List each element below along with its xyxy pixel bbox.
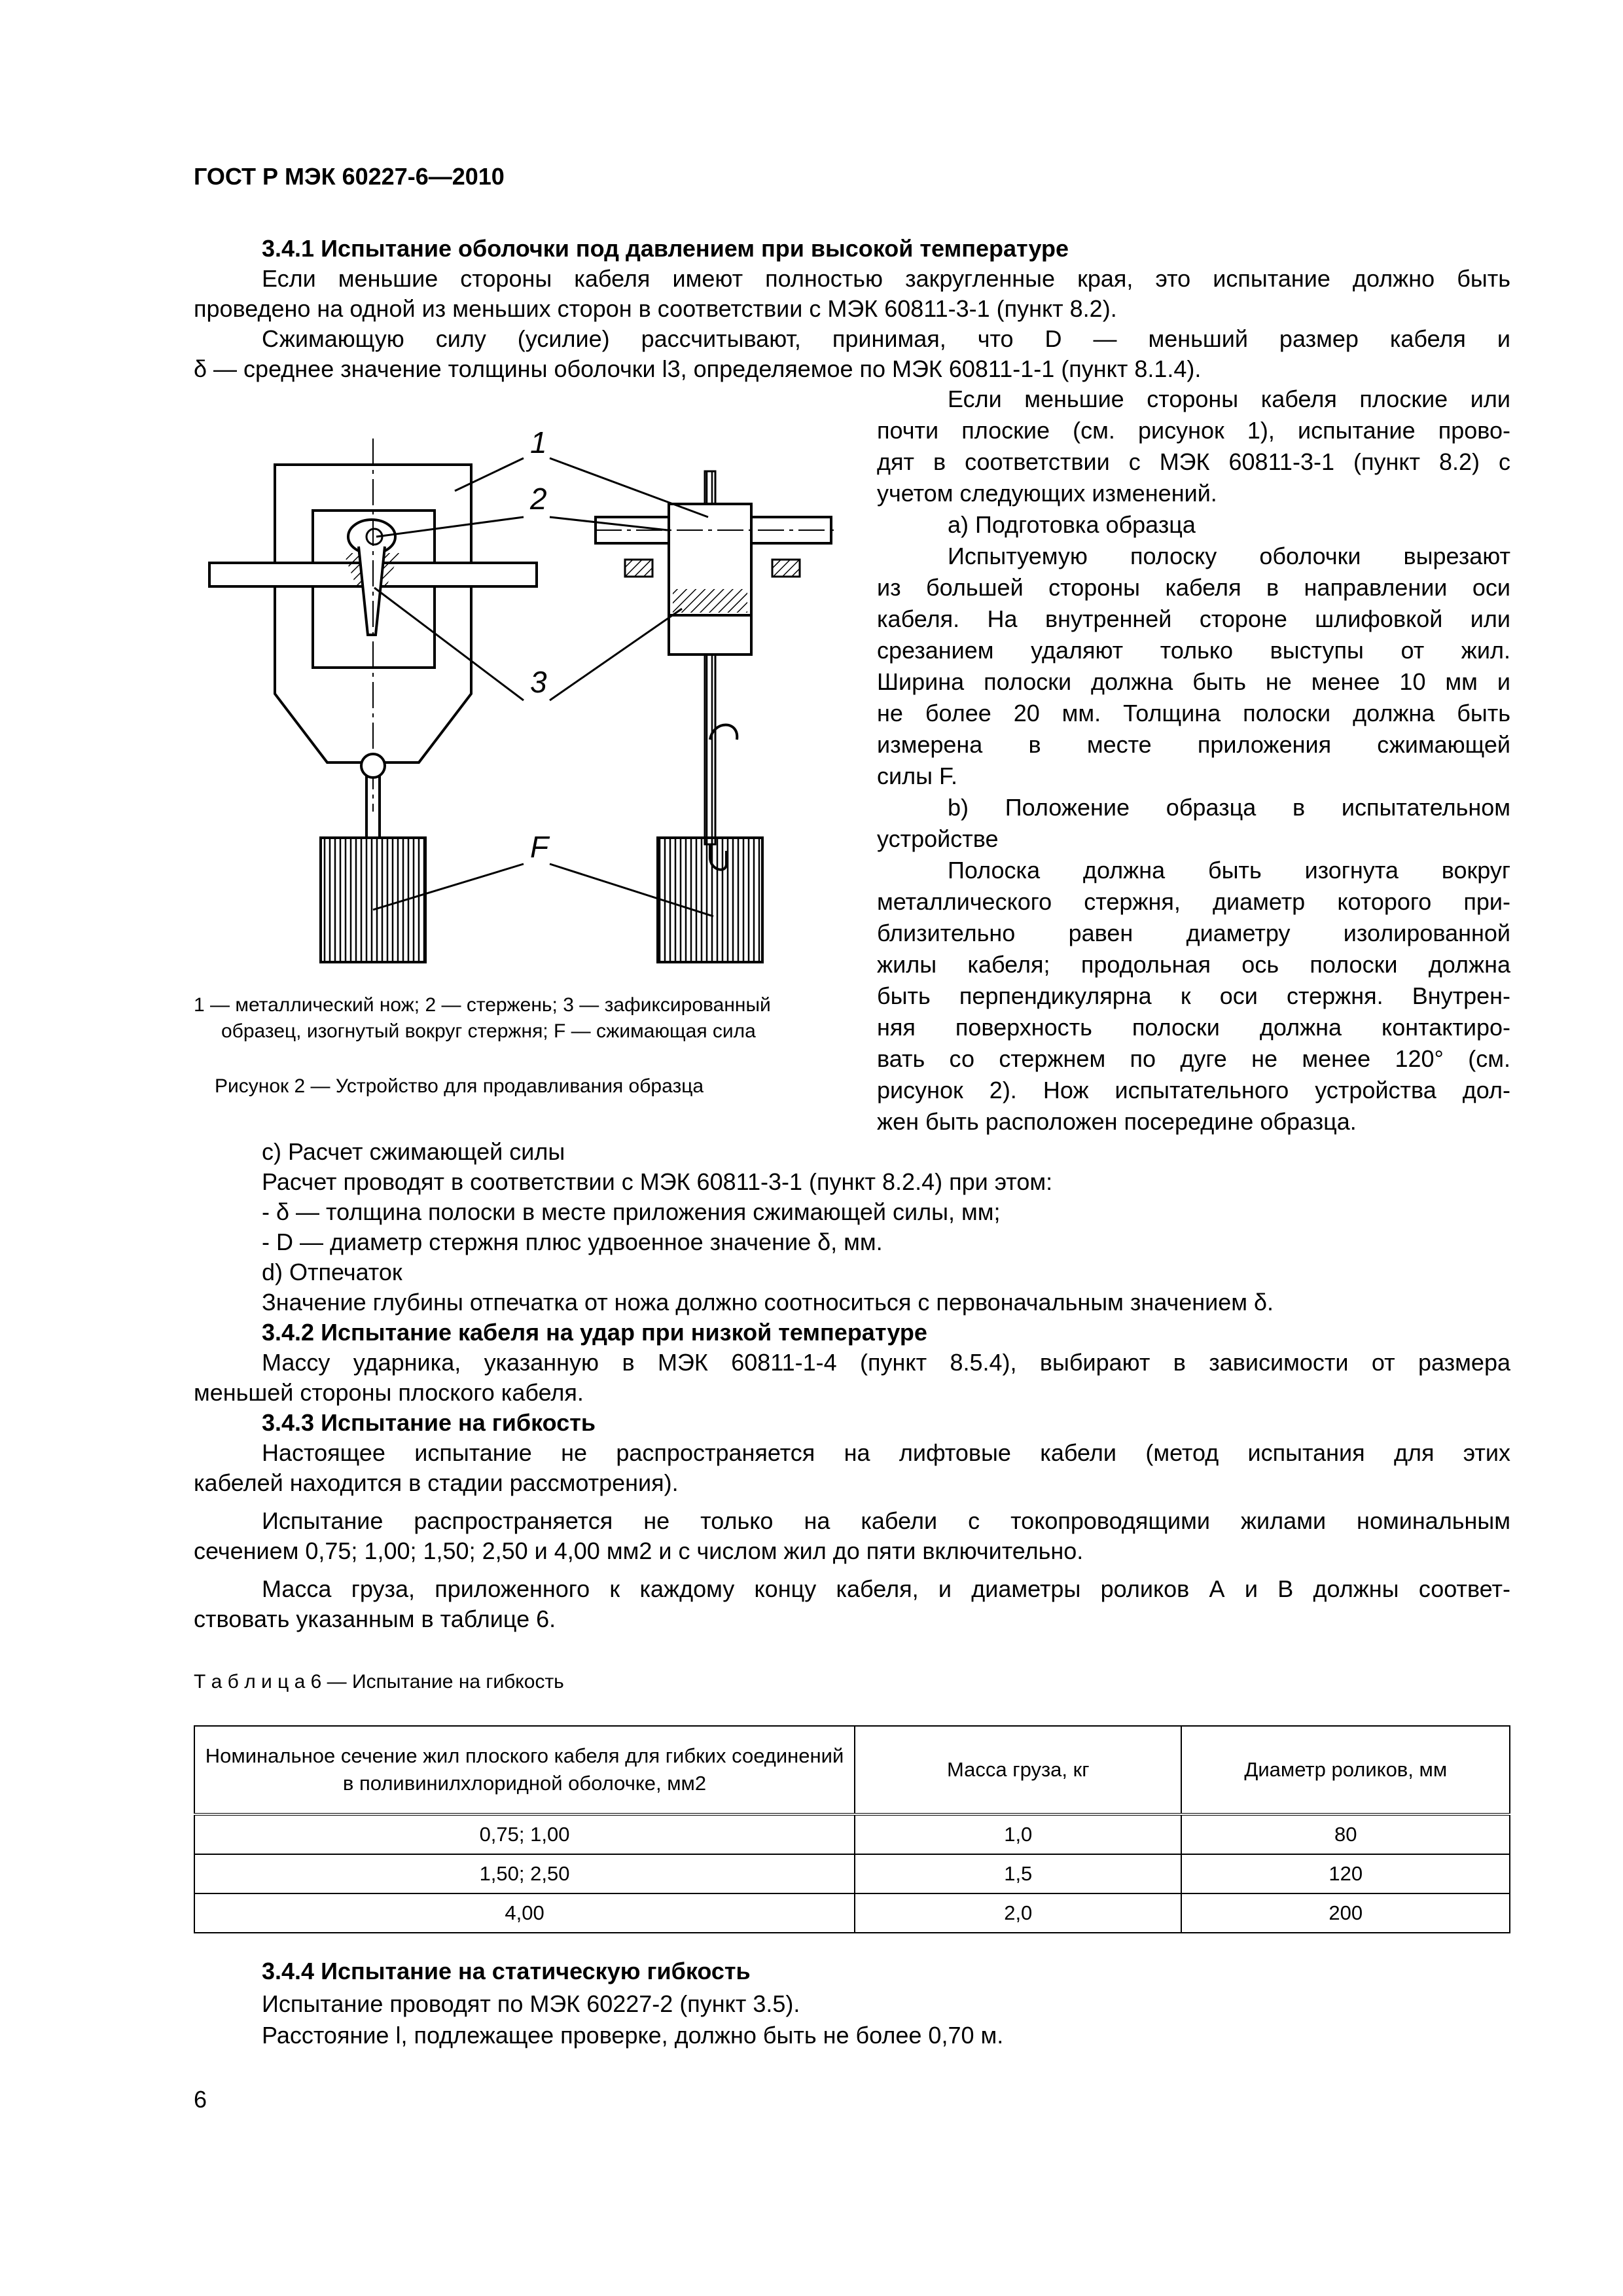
figure-legend-line1: 1 — металлический нож; 2 — стержень; 3 — зафиксированный (194, 994, 771, 1016)
table-cell: 1,0 (855, 1814, 1181, 1854)
table-header-cell: Номинальное сечение жил плоского кабеля для гибких соединений в поливинилхлоридной оболочке, мм2 (194, 1726, 855, 1814)
document-header: ГОСТ Р МЭК 60227-6—2010 (194, 163, 505, 190)
sec343-p2-line2: сечением 0,75; 1,00; 1,50; 2,50 и 4,00 мм2 и с числом жил до пяти включительно. (194, 1537, 1084, 1564)
figure-caption: Рисунок 2 — Устройство для продавливания образца (215, 1075, 704, 1097)
sec343-p1-line1: Настоящее испытание не распространяется на лифтовые кабели (метод испытания для этих (262, 1439, 1510, 1466)
rc-line: рисунок 2). Нож испытательного устройства дол- (877, 1077, 1510, 1103)
sec343-p1-line2: кабелей находится в стадии рассмотрения). (194, 1469, 679, 1496)
rc-line: дят в соответствии с МЭК 60811-3-1 (пункт 8.2) с (877, 448, 1510, 475)
calc-d-title: d) Отпечаток (262, 1259, 402, 1285)
rc-line: измерена в месте приложения сжимающей (877, 731, 1510, 758)
table-cell: 80 (1181, 1814, 1510, 1854)
table-cell: 2,0 (855, 1893, 1181, 1933)
weight-left (321, 838, 425, 962)
sec344-line2: Расстояние l, подлежащее проверке, должно быть не более 0,70 м. (262, 2022, 1004, 2049)
rc-line: жен быть расположен посередине образца. (877, 1108, 1357, 1135)
rc-line: Ширина полоски должна быть не менее 10 мм и (877, 668, 1510, 695)
calc-c-item2: - D — диаметр стержня плюс удвоенное значение δ, мм. (262, 1229, 883, 1255)
rc-line: учетом следующих изменений. (877, 480, 1217, 507)
fig-label-2: 2 (530, 482, 547, 516)
rc-line: Если меньшие стороны кабеля плоские или (948, 386, 1510, 412)
table-cell: 1,5 (855, 1854, 1181, 1893)
figure-2-drawing (196, 412, 864, 988)
sec342-line2: меньшей стороны плоского кабеля. (194, 1379, 584, 1406)
table-6 (194, 1725, 1510, 1933)
rc-line: из большей стороны кабеля в направлении оси (877, 574, 1510, 601)
section-343-title: 3.4.3 Испытание на гибкость (262, 1409, 596, 1436)
calc-d-text: Значение глубины отпечатка от ножа должно соотноситься с первоначальным значением δ. (262, 1289, 1274, 1316)
table-cell: 0,75; 1,00 (194, 1814, 855, 1854)
calc-c-item1: - δ — толщина полоски в месте приложения сжимающей силы, мм; (262, 1198, 1001, 1225)
section-344-title: 3.4.4 Испытание на статическую гибкость (262, 1958, 751, 1984)
fig-label-F: F (530, 830, 549, 864)
table-header-cell: Диаметр роликов, мм (1181, 1726, 1510, 1814)
rc-line: кабеля. На внутренней стороне шлифовкой или (877, 605, 1510, 632)
sec341-p2-line1: Сжимающую силу (усилие) рассчитывают, принимая, что D — меньший размер кабеля и (262, 325, 1510, 352)
rc-line: срезанием удаляют только выступы от жил. (877, 637, 1510, 664)
rc-line: почти плоские (см. рисунок 1), испытание прово- (877, 417, 1510, 444)
table-row (194, 1854, 1510, 1893)
section-342-title: 3.4.2 Испытание кабеля на удар при низкой температуре (262, 1319, 927, 1346)
rc-line: металлического стержня, диаметр которого при- (877, 888, 1510, 915)
sec343-p2-line1: Испытание распространяется не только на кабели с токопроводящими жилами номинальным (262, 1507, 1510, 1534)
sec341-p1-line1: Если меньшие стороны кабеля имеют полностью закругленные края, это испытание должно быть (262, 265, 1510, 292)
right-column-text (877, 384, 1510, 1138)
rc-line: устройстве (877, 825, 999, 852)
table-header-row (194, 1726, 1510, 1814)
weight-right (658, 838, 762, 962)
rc-line: силы F. (877, 762, 957, 789)
table-cell: 1,50; 2,50 (194, 1854, 855, 1893)
fig-label-3: 3 (530, 665, 547, 699)
rc-subheading-a: а) Подготовка образца (948, 511, 1196, 538)
rc-line: не более 20 мм. Толщина полоски должна быть (877, 700, 1510, 726)
sec343-p3-line2: ствовать указанным в таблице 6. (194, 1605, 556, 1632)
rc-line: Испытуемую полоску оболочки вырезают (948, 543, 1510, 569)
rc-line: близительно равен диаметру изолированной (877, 920, 1510, 946)
table-cell: 200 (1181, 1893, 1510, 1933)
table-header-cell: Масса груза, кг (855, 1726, 1181, 1814)
calc-c-text: Расчет проводят в соответствии с МЭК 60811-3-1 (пункт 8.2.4) при этом: (262, 1168, 1053, 1195)
table-row (194, 1893, 1510, 1933)
section-341-title: 3.4.1 Испытание оболочки под давлением при высокой температуре (262, 235, 1069, 262)
page-number: 6 (194, 2086, 207, 2113)
sec343-p3-line1: Масса груза, приложенного к каждому концу кабеля, и диаметры роликов А и В должны соответ- (262, 1575, 1510, 1602)
sec342-line1: Массу ударника, указанную в МЭК 60811-1-4 (пункт 8.5.4), выбирают в зависимости от размера (262, 1349, 1510, 1376)
rc-line: вать со стержнем по дуге не менее 120° (см. (877, 1045, 1510, 1072)
calc-c-title: с) Расчет сжимающей силы (262, 1138, 565, 1165)
fig-label-1: 1 (530, 425, 547, 459)
rc-line: быть перпендикулярна к оси стержня. Внутрен- (877, 982, 1510, 1009)
rc-line: Полоска должна быть изогнута вокруг (948, 857, 1510, 884)
sec344-line1: Испытание проводят по МЭК 60227-2 (пункт 3.5). (262, 1990, 800, 2017)
sec341-p2-line2: δ — среднее значение толщины оболочки l3, определяемое по МЭК 60811-1-1 (пункт 8.1.4). (194, 355, 1202, 382)
rod-holder (669, 504, 751, 655)
rc-line: жилы кабеля; продольная ось полоски должна (877, 951, 1510, 978)
table-cell: 4,00 (194, 1893, 855, 1933)
table-6-caption: Т а б л и ц а 6 — Испытание на гибкость (194, 1671, 564, 1693)
rc-subheading-b: b) Положение образца в испытательном (948, 794, 1510, 821)
table-row (194, 1814, 1510, 1854)
rc-line: няя поверхность полоски должна контактиро- (877, 1014, 1510, 1041)
figure-legend-line2: образец, изогнутый вокруг стержня; F — сжимающая сила (221, 1020, 756, 1042)
table-cell: 120 (1181, 1854, 1510, 1893)
sec341-p1-line2: проведено на одной из меньших сторон в соответствии с МЭК 60811-3-1 (пункт 8.2). (194, 295, 1117, 322)
